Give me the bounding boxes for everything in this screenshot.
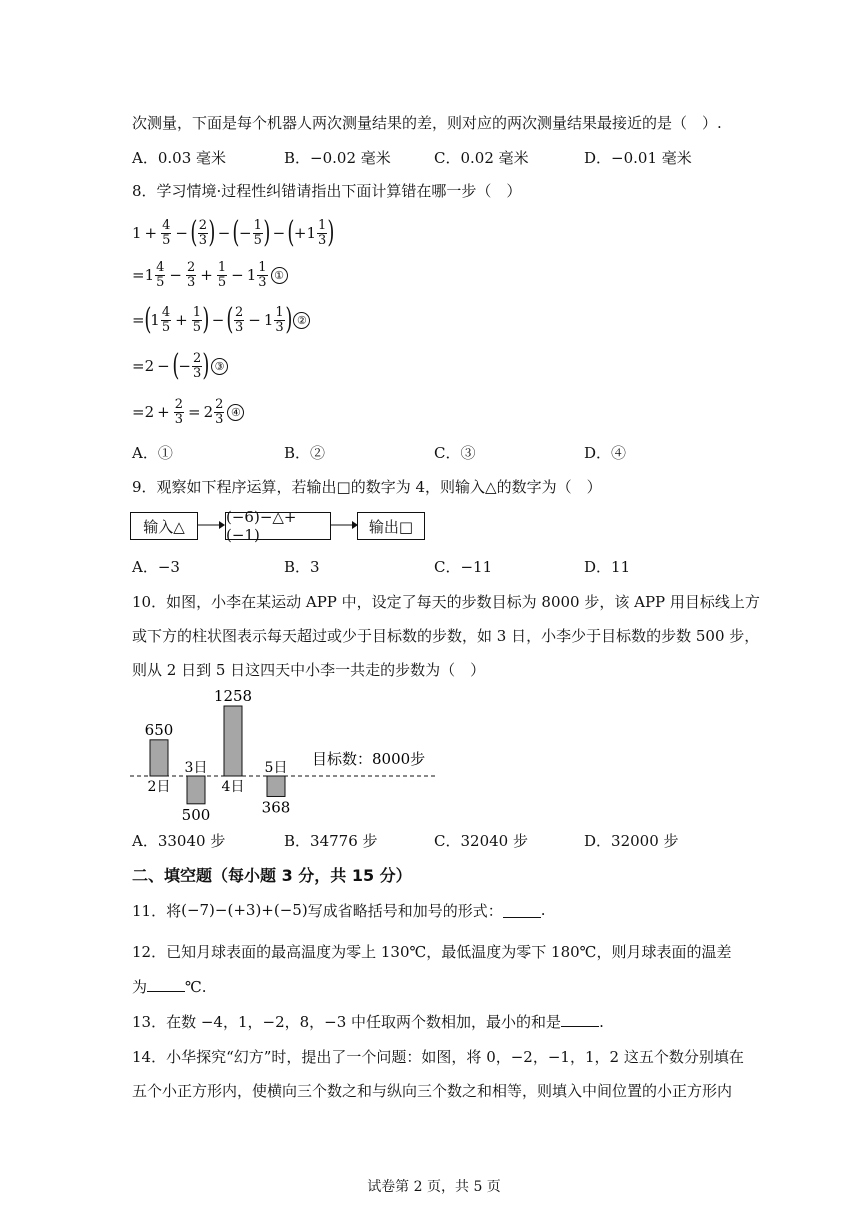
q10-option-d[interactable]: D．32000 步 xyxy=(584,832,679,850)
category-label: 4日 xyxy=(221,779,245,795)
section-2-title: 二、填空题（每小题 3 分，共 15 分） xyxy=(132,866,412,885)
q14-line-2: 五个小正方形内，使横向三个数之和与纵向三个数之和相等，则填入中间位置的小正方形内 xyxy=(132,1082,733,1100)
q7-option-c[interactable]: C．0.02 毫米 xyxy=(434,149,529,167)
value-label: 368 xyxy=(261,798,291,817)
q10-stem-line-1: 10．如图，小李在某运动 APP 中，设定了每天的步数目标为 8000 步，该 APP 用目标线上方 xyxy=(132,593,760,611)
q10-stem-line-3: 则从 2 日到 5 日这四天中小李一共走的步数为（ ） xyxy=(132,661,486,679)
value-label: 500 xyxy=(181,805,211,824)
bar-5日 xyxy=(267,776,285,796)
flow-arrow-2 xyxy=(330,518,358,532)
q8-option-b[interactable]: B．② xyxy=(284,444,326,462)
q8-option-a[interactable]: A．① xyxy=(132,444,173,462)
q10-option-c[interactable]: C．32040 步 xyxy=(434,832,528,850)
flow-input-box: 输入△ xyxy=(130,512,198,540)
step-bar-chart xyxy=(0,680,868,825)
q10-stem-line-2: 或下方的柱状图表示每天超过或少于目标数的步数，如 3 日，小李少于目标数的步数 500 步， xyxy=(132,627,760,645)
q9-option-d[interactable]: D．11 xyxy=(584,558,631,576)
step-mark-1: ① xyxy=(271,267,288,284)
flow-arrow-1 xyxy=(197,518,225,532)
category-label: 2日 xyxy=(147,779,171,795)
goal-label: 目标数：8000步 xyxy=(312,750,426,768)
q9-options xyxy=(132,556,732,576)
q12-line-2: 为 ℃. xyxy=(132,978,207,996)
category-label: 5日 xyxy=(264,760,288,776)
step-mark-2: ② xyxy=(293,312,310,329)
q14-line-1: 14．小华探究“幻方”时，提出了一个问题：如图，将 0，−2，−1，1，2 这五个数分别填在 xyxy=(132,1048,744,1066)
q10-option-a[interactable]: A．33040 步 xyxy=(132,832,226,850)
q8-step-1: =1 $\frac{4}{5}$ − $\frac{2}{3}$ + $\frac{1}{5}$ − 1 $\frac{1}{3}$ ① xyxy=(132,258,288,292)
step-mark-3: ③ xyxy=(211,358,228,375)
q8-step-4: =2 + $\frac{2}{3}$ = 2 $\frac{2}{3}$ ④ xyxy=(132,395,244,429)
q8-option-d[interactable]: D．④ xyxy=(584,444,627,462)
value-label: 650 xyxy=(144,720,174,739)
bar-2日 xyxy=(150,740,168,776)
q8-stem: 8．学习情境·过程性纠错请指出下面计算错在哪一步（ ） xyxy=(132,182,522,200)
q8-step-2: = ( 1 $\frac{4}{5}$ + $\frac{1}{5}$ ) − ( $\frac{2}{3}$ − 1 $\frac{1}{3}$ ) ② xyxy=(132,303,310,337)
q12-line-1: 12．已知月球表面的最高温度为零上 130℃，最低温度为零下 180℃，则月球表面的温差 xyxy=(132,943,732,961)
q9-option-b[interactable]: B．3 xyxy=(284,558,320,576)
q11-answer-blank[interactable] xyxy=(503,903,541,918)
q8-option-c[interactable]: C．③ xyxy=(434,444,476,462)
bar-4日 xyxy=(224,706,242,776)
q7-option-a[interactable]: A．0.03 毫米 xyxy=(132,149,226,167)
q7-options xyxy=(132,147,732,167)
q9-stem: 9．观察如下程序运算，若输出□的数字为 4，则输入△的数字为（ ） xyxy=(132,478,602,496)
q13-answer-blank[interactable] xyxy=(561,1012,599,1027)
step-mark-4: ④ xyxy=(227,404,244,421)
bar-3日 xyxy=(187,776,205,804)
q11: 11．将 (−7)−(+3)+(−5) 写成省略括号和加号的形式： . xyxy=(132,901,546,920)
q7-stem: 次测量，下面是每个机器人两次测量结果的差，则对应的两次测量结果最接近的是（ ）. xyxy=(132,114,722,132)
page-footer: 试卷第 2 页，共 5 页 xyxy=(367,1179,501,1195)
q7-option-d[interactable]: D．−0.01 毫米 xyxy=(584,149,692,167)
q13: 13．在数 −4，1，−2，8，−3 中任取两个数相加，最小的和是 . xyxy=(132,1013,604,1031)
category-label: 3日 xyxy=(184,760,208,776)
q10-option-b[interactable]: B．34776 步 xyxy=(284,832,378,850)
q8-step-3: =2 − ( − $\frac{2}{3}$ ) ③ xyxy=(132,349,228,383)
q10-options xyxy=(132,830,732,850)
q12-answer-blank[interactable] xyxy=(147,977,185,992)
q7-option-b[interactable]: B．−0.02 毫米 xyxy=(284,149,391,167)
flow-output-box: 输出□ xyxy=(357,512,425,540)
q9-option-a[interactable]: A．−3 xyxy=(132,558,180,576)
q8-options xyxy=(132,442,732,462)
q8-expression: 1 + $\frac{4}{5}$ − ( $\frac{2}{3}$ ) − ( − $\frac{1}{5}$ ) − ( +1 $\frac{1}{3}$ ) xyxy=(132,215,335,250)
value-label: 1258 xyxy=(213,687,253,705)
flow-operation-box: (−6)−△+(−1) xyxy=(225,512,331,540)
q9-option-c[interactable]: C．−11 xyxy=(434,558,493,576)
